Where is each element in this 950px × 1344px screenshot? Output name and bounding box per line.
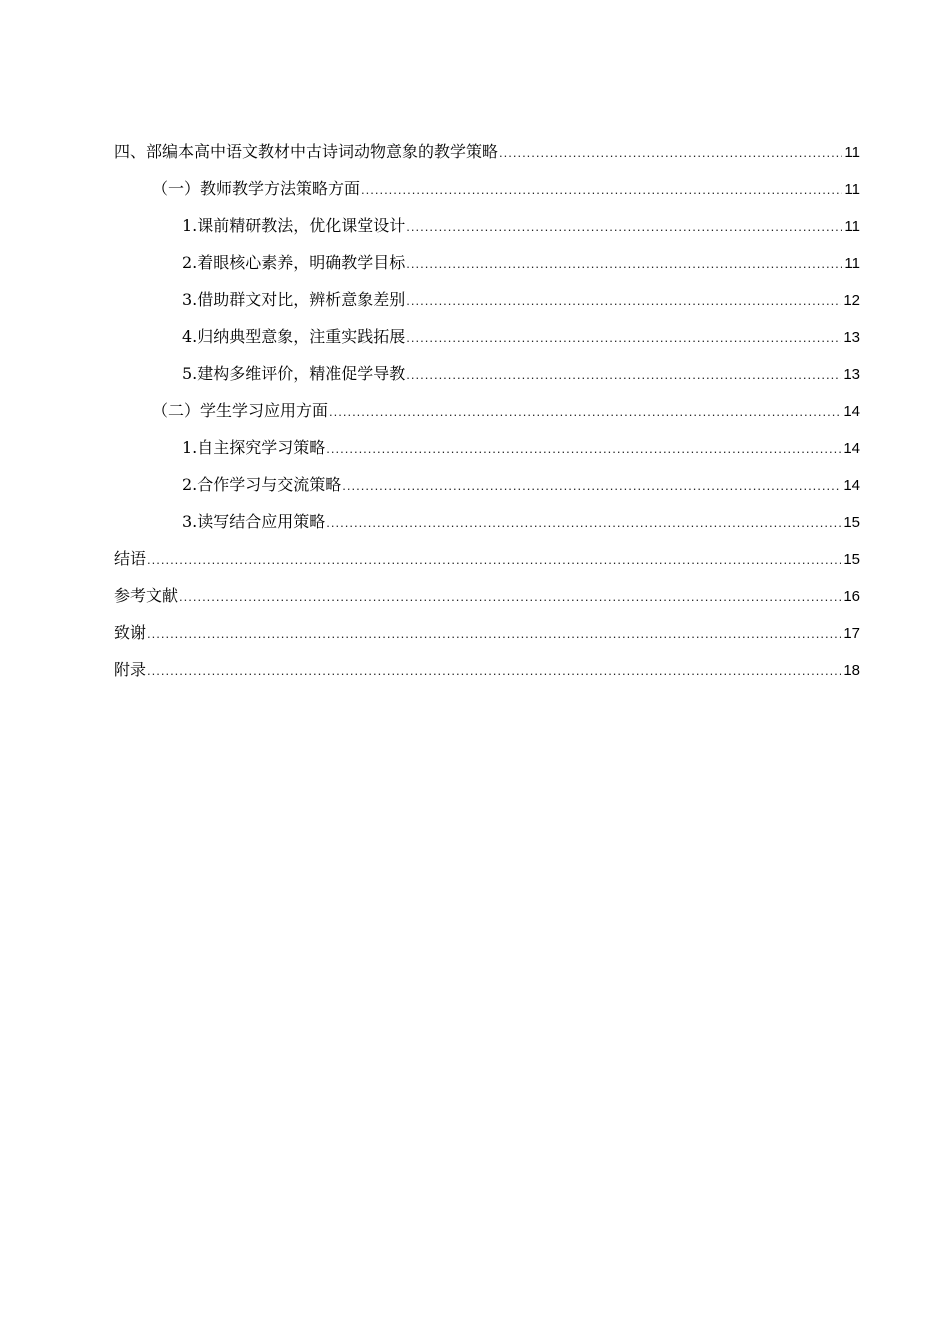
toc-page-number: 17 [843,625,860,642]
toc-entry-title: 参考文献 [114,586,179,605]
toc-entry[interactable] [114,540,860,577]
toc-entry[interactable] [114,503,860,540]
toc-page-number: 14 [843,477,860,494]
toc-entry-title: 2.合作学习与交流策略 [182,475,342,494]
toc-page-number: 13 [843,329,860,346]
toc-dot-leader [326,430,841,467]
table-of-contents [114,133,860,688]
toc-page-number: 14 [843,440,860,457]
toc-dot-leader [147,541,841,578]
toc-entry-title: （一）教师教学方法策略方面 [152,179,361,198]
toc-entry[interactable] [114,133,860,170]
toc-entry[interactable] [114,318,860,355]
toc-entry[interactable] [114,651,860,688]
toc-page-number: 15 [843,551,860,568]
toc-dot-leader [406,245,842,282]
toc-entry[interactable] [114,355,860,392]
toc-dot-leader [147,652,841,689]
toc-dot-leader [406,356,841,393]
toc-dot-leader [499,134,842,171]
toc-page-number: 18 [843,662,860,679]
toc-entry-title: 结语 [114,549,147,568]
toc-entry-title: 附录 [114,660,147,679]
toc-dot-leader [406,319,841,356]
toc-dot-leader [406,208,842,245]
toc-page-number: 11 [844,144,860,161]
toc-dot-leader [179,578,841,615]
toc-page-number: 13 [843,366,860,383]
toc-entry[interactable] [114,207,860,244]
toc-entry-title: 1.自主探究学习策略 [182,438,326,457]
toc-entry[interactable] [114,466,860,503]
toc-page-number: 12 [843,292,860,309]
toc-page-number: 16 [843,588,860,605]
toc-dot-leader [361,171,842,208]
toc-entry-title: 4.归纳典型意象，注重实践拓展 [182,327,406,346]
toc-dot-leader [326,504,841,541]
toc-page-number: 14 [843,403,860,420]
toc-entry-title: 1.课前精研教法，优化课堂设计 [182,216,406,235]
toc-dot-leader [406,282,841,319]
toc-dot-leader [342,467,841,504]
toc-entry-title: 2.着眼核心素养，明确教学目标 [182,253,406,272]
toc-entry-title: 3.读写结合应用策略 [182,512,326,531]
toc-page-number: 11 [844,255,860,272]
toc-entry-title: 5.建构多维评价，精准促学导教 [182,364,406,383]
toc-entry[interactable] [114,614,860,651]
toc-entry[interactable] [114,170,860,207]
toc-entry[interactable] [114,244,860,281]
toc-entry[interactable] [114,429,860,466]
toc-entry-title: 3.借助群文对比，辨析意象差别 [182,290,406,309]
toc-entry-title: （二）学生学习应用方面 [152,401,329,420]
toc-dot-leader [329,393,841,430]
toc-page-number: 15 [843,514,860,531]
toc-page-number: 11 [844,181,860,198]
toc-entry-title: 四、部编本高中语文教材中古诗词动物意象的教学策略 [114,142,499,161]
toc-page-number: 11 [844,218,860,235]
toc-entry[interactable] [114,577,860,614]
toc-entry[interactable] [114,281,860,318]
toc-dot-leader [147,615,841,652]
toc-entry[interactable] [114,392,860,429]
toc-entry-title: 致谢 [114,623,147,642]
